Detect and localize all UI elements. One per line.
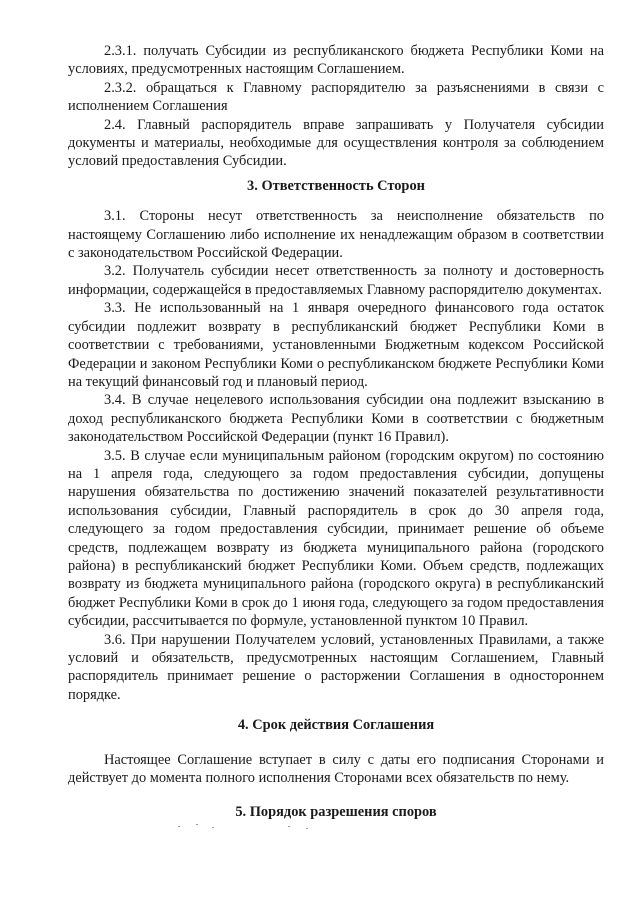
scan-speck <box>212 827 214 828</box>
paragraph-3-2: 3.2. Получатель субсидии несет ответственность за полноту и достоверность информации, содержащейся в предоставляемых Главному распорядителю документах. <box>68 263 604 298</box>
paragraph-3-4: 3.4. В случае нецелевого использования субсидии она подлежит взысканию в доход республиканского бюджета Республики Коми в соответствии с бюджетным законодательством Российской Федерации (пункт 16 Правил). <box>68 392 604 446</box>
paragraph-2-3-1: 2.3.1. получать Субсидии из республиканского бюджета Республики Коми на условиях, предусмотренных настоящим Соглашением. <box>68 43 604 78</box>
scan-speck <box>196 824 198 825</box>
section-heading-3: 3. Ответственность Сторон <box>247 177 425 194</box>
section-heading-5: 5. Порядок разрешения споров <box>235 804 437 821</box>
paragraph-3-1: 3.1. Стороны несут ответственность за неисполнение обязательств по настоящему Соглашению либо исполнение их ненадлежащим образом в соответствии с законодательством Российской Федерации. <box>68 208 604 262</box>
scan-speck <box>178 826 180 827</box>
paragraph-4: Настоящее Соглашение вступает в силу с даты его подписания Сторонами и действует до момента полного исполнения Сторонами всех обязательств по нему. <box>68 751 604 787</box>
scan-speck <box>306 828 308 829</box>
paragraph-3-6: 3.6. При нарушении Получателем условий, установленных Правилами, а также условий и обязательств, предусмотренных настоящим Соглашением, Главный распорядитель принимает решение о расторжении Соглашения в одностороннем порядке. <box>68 631 604 703</box>
scan-speck <box>288 826 290 827</box>
section-heading-4: 4. Срок действия Соглашения <box>237 717 435 734</box>
paragraph-3-3: 3.3. Не использованный на 1 января очередного финансового года остаток субсидии подлежит возврату в республиканский бюджет Республики Коми в соответствии с требованиями, установленными Бюджетным кодексом Российской Федерации и законом Республики Коми о республиканском бюджете Республики Коми на текущий финансовый год и плановый период. <box>68 300 604 390</box>
paragraph-2-4: 2.4. Главный распорядитель вправе запрашивать у Получателя субсидии документы и материалы, необходимые для осуществления контроля за соблюдением условий предоставления Субсидии. <box>68 116 604 170</box>
document-page <box>68 42 604 822</box>
paragraph-3-5: 3.5. В случае если муниципальным районом (городским округом) по состоянию на 1 апреля года, следующего за годом предоставления субсидии, допущены нарушения обязательства по достижению значений показателей результативности использования субсидии, Главный распорядитель в срок до 30 апреля года, следующего за годом предоставления субсидии, принимает решение об объеме средств, подлежащем возврату из бюджета муниципального района (городского района) в республиканский бюджет Республики Коми. Объем средств, подлежащих возврату из бюджета муниципального района (городского округа) в республиканский бюджет Республики Коми в срок до 1 июня года, следующего за годом предоставления субсидии, рассчитывается по формуле, установленной пунктом 10 Правил. <box>68 447 604 630</box>
paragraph-2-3-2: 2.3.2. обращаться к Главному распорядителю за разъяснениями в связи с исполнением Соглашения <box>68 79 604 115</box>
